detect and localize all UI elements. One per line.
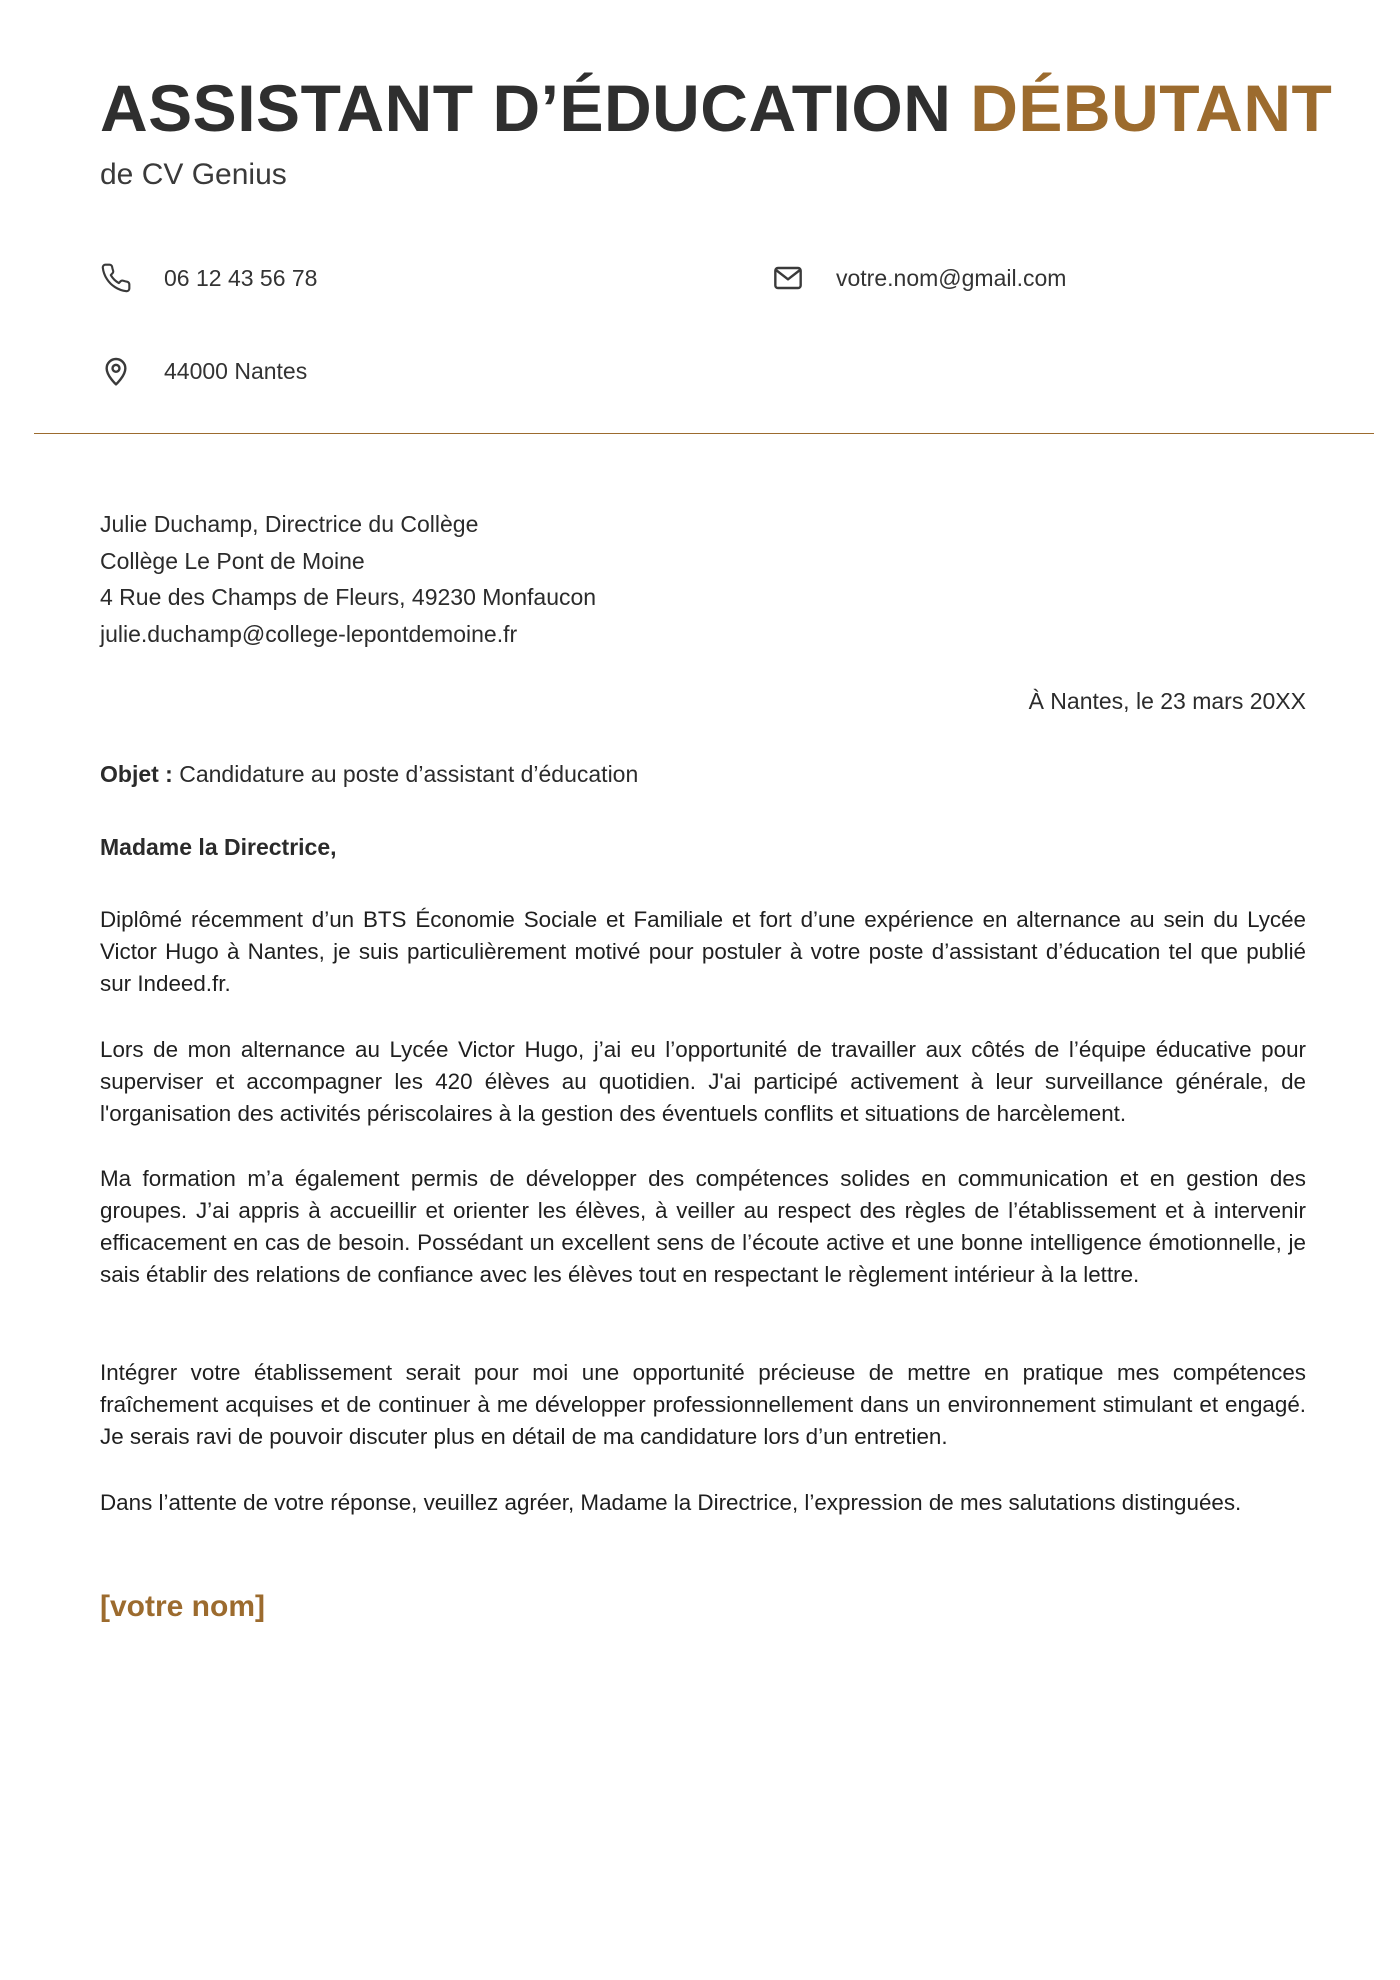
letter-date: À Nantes, le 23 mars 20XX <box>1028 688 1306 714</box>
title-main: ASSISTANT D’ÉDUCATION <box>100 71 952 145</box>
location-value: 44000 Nantes <box>164 357 308 384</box>
body-paragraph: Lors de mon alternance au Lycée Victor Hugo, j’ai eu l’opportunité de travailler aux côtés de l’équipe éducative pour superviser et accompagner les 420 élèves au quotidien. J'ai participé activement à leur surveillance générale, de l'organisation des activités périscolaires à la gestion des éventuels conflits et situations de harcèlement. <box>100 1037 1306 1126</box>
email-value: votre.nom@gmail.com <box>836 264 1067 291</box>
recipient-email: julie.duchamp@college-lepontdemoine.fr <box>100 620 518 647</box>
title-accent: DÉBUTANT <box>970 71 1333 145</box>
recipient-block <box>100 506 596 652</box>
letter-salutation: Madame la Directrice, <box>100 834 337 860</box>
contact-phone <box>100 262 317 294</box>
signature: [votre nom] <box>100 1590 265 1623</box>
body-paragraph: Diplômé récemment d’un BTS Économie Sociale et Familiale et fort d’une expérience en alternance au sein du Lycée Victor Hugo à Nantes, je suis particulièrement motivé pour postuler à votre poste d’assistant d’éducation tel que publié sur Indeed.fr. <box>100 907 1306 996</box>
recipient-address: 4 Rue des Champs de Fleurs, 49230 Monfaucon <box>100 584 597 610</box>
contact-email <box>772 262 1066 294</box>
phone-value: 06 12 43 56 78 <box>164 264 318 291</box>
phone-icon <box>100 262 132 294</box>
subject-text: Candidature au poste d’assistant d’éducation <box>179 761 639 787</box>
mail-icon <box>772 262 804 294</box>
contact-location <box>100 355 307 387</box>
letter-subject <box>100 761 638 788</box>
header-divider <box>34 433 1374 434</box>
body-paragraph: Intégrer votre établissement serait pour moi une opportunité précieuse de mettre en pratique mes compétences fraîchement acquises et de continuer à me développer professionnellement dans un environnement stimulant et engagé. Je serais ravi de pouvoir discuter plus en détail de ma candidature lors d’un entretien. <box>100 1360 1306 1449</box>
recipient-organization: Collège Le Pont de Moine <box>100 547 365 574</box>
subject-label: Objet : <box>100 761 173 787</box>
page-subtitle: de CV Genius <box>100 158 287 191</box>
closing-paragraph: Dans l’attente de votre réponse, veuillez agréer, Madame la Directrice, l’expression de mes salutations distinguées. <box>100 1490 1242 1515</box>
recipient-name: Julie Duchamp, Directrice du Collège <box>100 511 479 537</box>
location-pin-icon <box>100 355 132 387</box>
page-title <box>100 72 1332 145</box>
body-paragraph: Ma formation m’a également permis de développer des compétences solides en communication et en gestion des groupes. J’ai appris à accueillir et orienter les élèves, à veiller au respect des règles de l’établissement et à intervenir efficacement en cas de besoin. Possédant un excellent sens de l’écoute active et une bonne intelligence émotionnelle, je sais établir des relations de confiance avec les élèves tout en respectant le règlement intérieur à la lettre. <box>100 1166 1306 1287</box>
